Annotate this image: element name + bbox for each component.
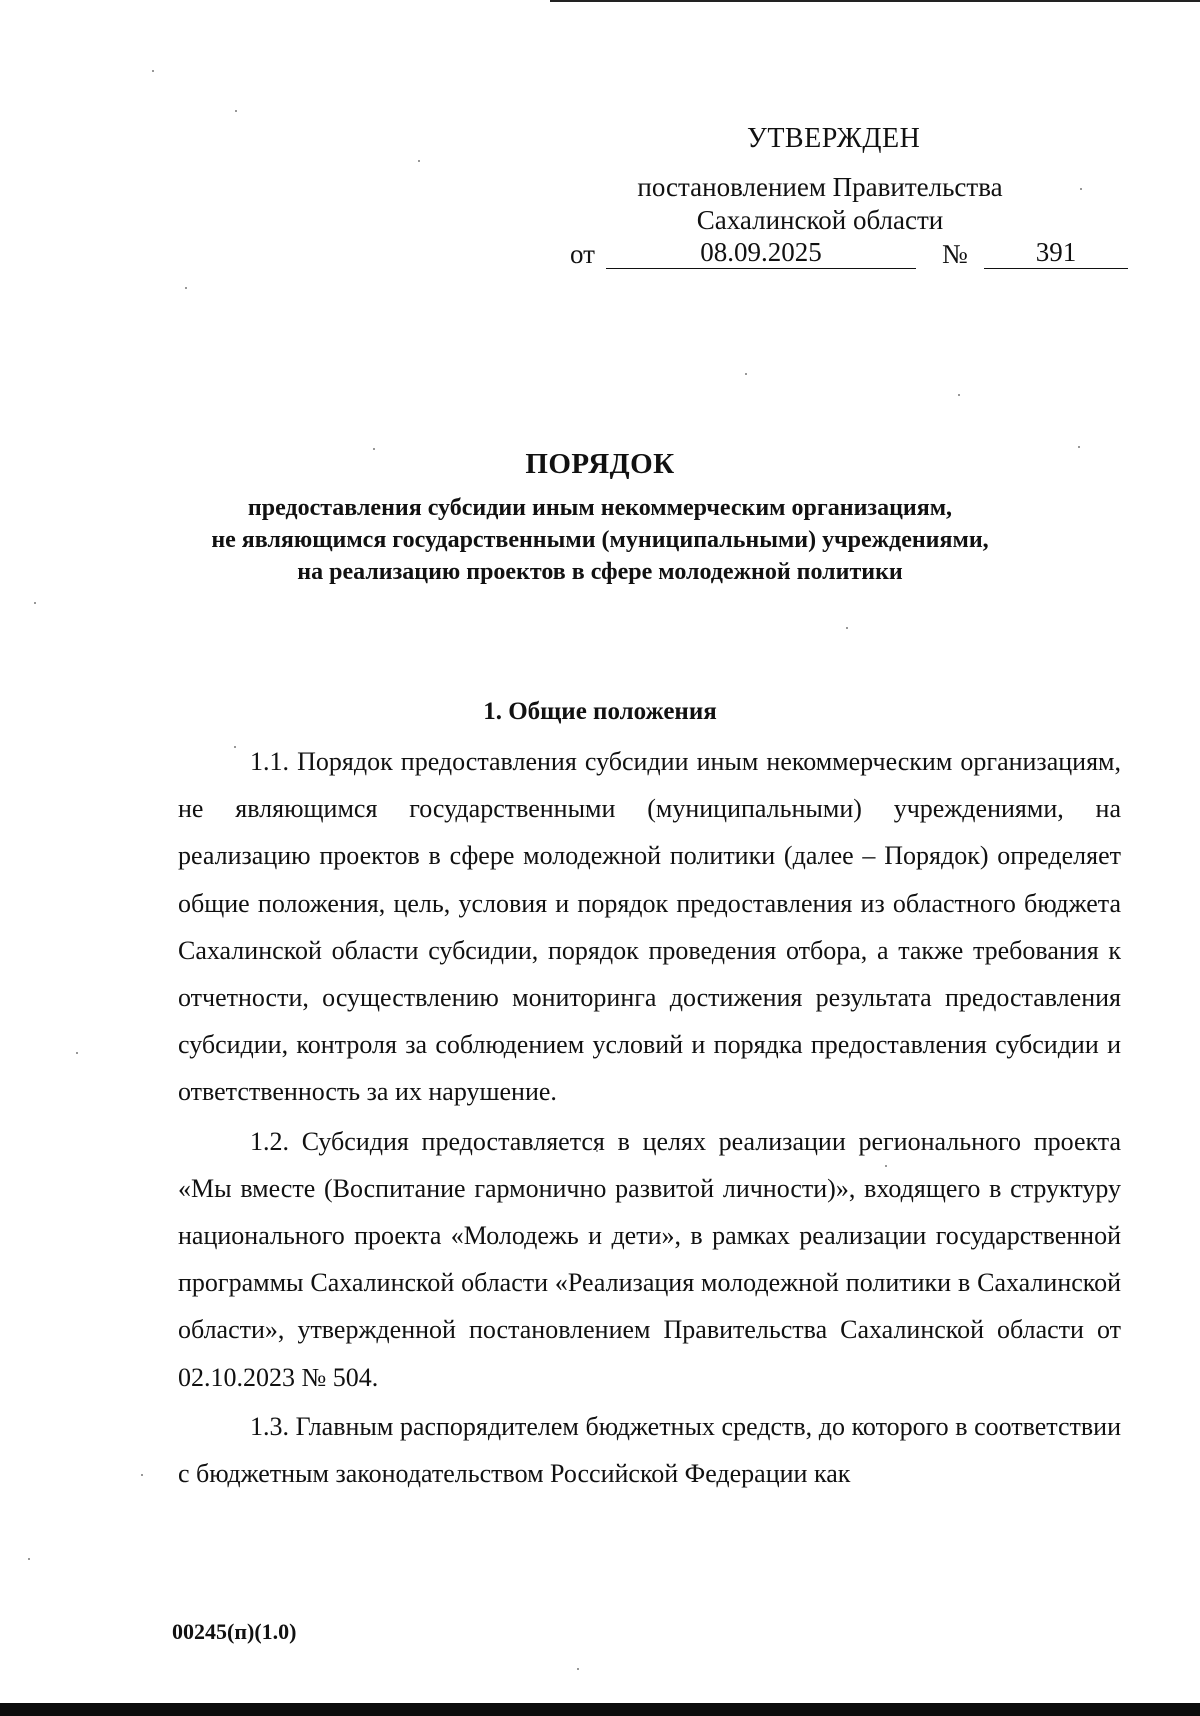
decree-number: 391 [984,236,1128,269]
subtitle-line: предоставления субсидии иным некоммерческим организациям, [247,495,953,521]
scan-speck [958,394,960,396]
document-subtitle [150,492,1050,588]
scan-speck [141,1474,143,1476]
scan-speck [1080,188,1082,190]
scan-edge-top [550,0,1200,2]
decree-authority: Сахалинской области [696,205,944,235]
decree-date-row [570,236,1130,272]
document-title: ПОРЯДОК [525,448,675,480]
subtitle-line: на реализацию проектов в сфере молодежной политики [297,559,903,585]
number-label: № [942,239,968,269]
scan-speck [235,110,237,112]
scan-speck [28,1558,30,1560]
section-heading: 1. Общие положения [483,698,717,725]
scan-speck [185,287,187,289]
scan-speck [76,1052,78,1054]
scan-edge-bottom [0,1703,1200,1716]
document-title-block [150,446,1050,588]
paragraph-1-1: 1.1. Порядок предоставления субсидии иным некоммерческим организациям, не являющимся государственными (муниципальными) учреждениями, на реализацию проектов в сфере молодежной политики (далее – Порядок) определяет общие положения, цель, условия и порядок предоставления из областного бюджета Сахалинской области субсидии, порядок проведения отбора, а также требования к отчетности, осуществлению мониторинга достижения результата предоставления субсидии, контроля за соблюдением условий и порядка предоставления субсидии и ответственность за их нарушение. [178,747,1121,1107]
subtitle-line: не являющимся государственными (муниципальными) учреждениями, [211,527,989,553]
scan-speck [846,627,848,629]
decree-date: 08.09.2025 [606,236,916,269]
approved-title: УТВЕРЖДЕН [747,123,921,154]
scan-speck [34,602,36,604]
scan-speck [152,70,154,72]
body-text [178,738,1121,1497]
scan-speck [418,160,420,162]
paragraph-1-2: 1.2. Субсидия предоставляется в целях реализации регионального проекта «Мы вместе (Воспитание гармонично развитой личности)», входящего в структуру национального проекта «Молодежь и дети», в рамках реализации государственной программы Сахалинской области «Реализация молодежной политики в Сахалинской области», утвержденной постановлением Правительства Сахалинской области от 02.10.2023 № 504. [178,1126,1121,1392]
from-label: от [570,239,595,269]
scan-speck [1078,446,1080,448]
paragraph-1-3: 1.3. Главным распорядителем бюджетных средств, до которого в соответствии с бюджетным законодательством Российской Федерации как [178,1411,1121,1489]
scan-speck [745,373,747,375]
scan-speck [577,1668,579,1670]
document-code: 00245(п)(1.0) [172,1619,297,1644]
decree-line: постановлением Правительства [637,172,1003,202]
